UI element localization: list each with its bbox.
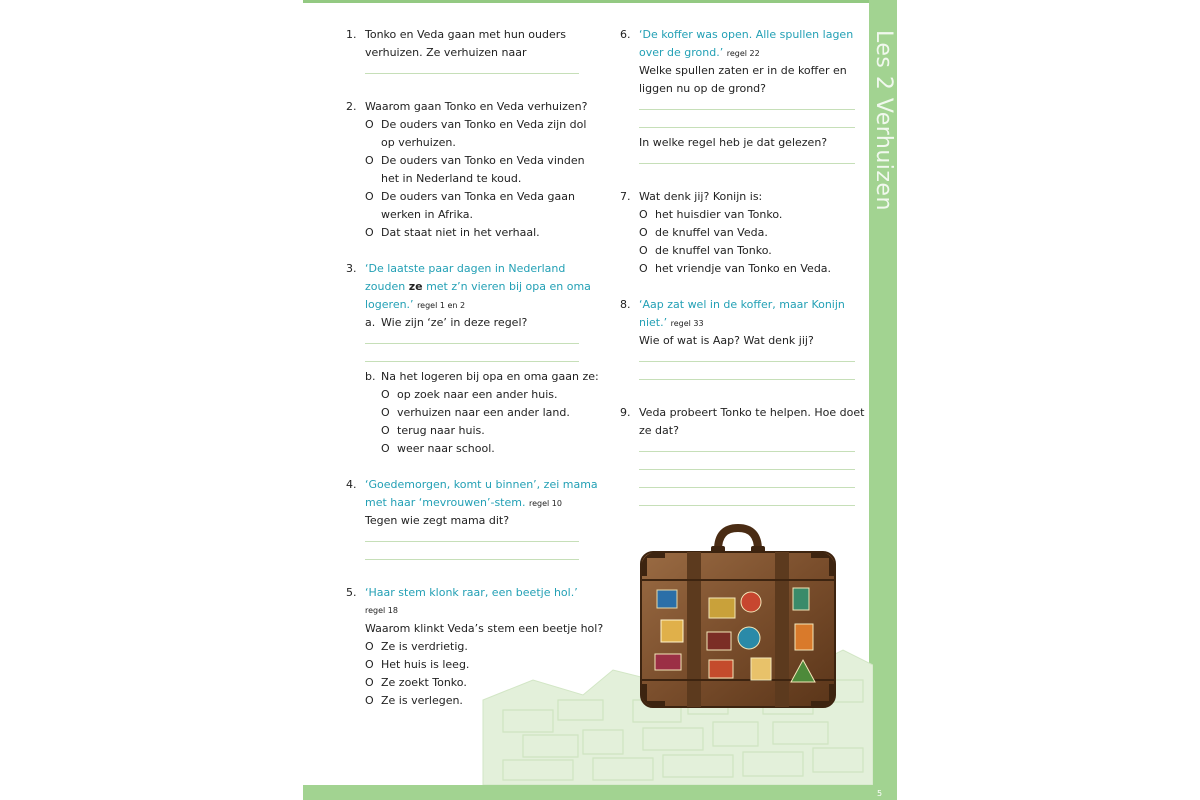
q2-question: Waarom gaan Tonko en Veda verhuizen? — [365, 100, 588, 113]
q6-line-ref: regel 22 — [726, 49, 760, 58]
q5-quote: ‘Haar stem klonk raar, een beetje hol.’ — [365, 586, 578, 599]
q8-quote-line2: niet.’ regel 33 — [639, 316, 704, 329]
worksheet-page — [303, 0, 897, 800]
q8-number: 8. — [620, 298, 631, 311]
option-circle-icon[interactable]: O — [639, 262, 648, 275]
q4-quote-line1: ‘Goedemorgen, komt u binnen’, zei mama — [365, 478, 598, 491]
option-circle-icon[interactable]: O — [365, 640, 374, 653]
option-circle-icon[interactable]: O — [365, 694, 374, 707]
q5-question: Waarom klinkt Veda’s stem een beetje hol? — [365, 622, 604, 635]
q8-question: Wie of wat is Aap? Wat denk jij? — [639, 334, 814, 347]
q6-question2: In welke regel heb je dat gelezen? — [639, 136, 828, 149]
q4-number: 4. — [346, 478, 357, 491]
q7-option-1[interactable]: O het huisdier van Tonko. — [639, 206, 782, 224]
option-circle-icon[interactable]: O — [365, 118, 374, 131]
q5-option-3[interactable]: O Ze zoekt Tonko. — [365, 674, 467, 692]
q5-option-4[interactable]: O Ze is verlegen. — [365, 692, 463, 710]
q5-option-2[interactable]: O Het huis is leeg. — [365, 656, 469, 674]
q7-option-3[interactable]: O de knuffel van Tonko. — [639, 242, 772, 260]
q1-number: 1. — [346, 28, 357, 41]
q3-quote-line3: logeren.’ regel 1 en 2 — [365, 298, 466, 311]
q3-line-ref: regel 1 en 2 — [417, 301, 466, 310]
q7-option-2[interactable]: O de knuffel van Veda. — [639, 224, 768, 242]
bottom-border — [303, 785, 897, 800]
q3a-answer-line-2[interactable] — [365, 361, 579, 362]
q6-answer-line-1[interactable] — [639, 109, 855, 110]
q4-answer-line-1[interactable] — [365, 541, 579, 542]
option-circle-icon[interactable]: O — [381, 388, 390, 401]
q2-number: 2. — [346, 100, 357, 113]
q3-number: 3. — [346, 262, 357, 275]
q4-quote-line2: met haar ‘mevrouwen’-stem. regel 10 — [365, 496, 562, 509]
q4-line-ref: regel 10 — [528, 499, 562, 508]
q6-quote-line2: over de grond.’ regel 22 — [639, 46, 760, 59]
q2-option-3-cont: werken in Afrika. — [381, 208, 474, 221]
option-circle-icon[interactable]: O — [381, 442, 390, 455]
q5-option-1[interactable]: O Ze is verdrietig. — [365, 638, 468, 656]
q5-number: 5. — [346, 586, 357, 599]
q3b-question: Na het logeren bij opa en oma gaan ze: — [381, 370, 599, 383]
q5-line-ref: regel 18 — [365, 606, 398, 615]
option-circle-icon[interactable]: O — [381, 406, 390, 419]
q6-answer-line-2[interactable] — [639, 127, 855, 128]
q2-option-4[interactable]: O Dat staat niet in het verhaal. — [365, 224, 540, 242]
q7-question: Wat denk jij? Konijn is: — [639, 190, 763, 203]
q6-quote-line1: ‘De koffer was open. Alle spullen lagen — [639, 28, 854, 41]
q3-quote-line2: zouden ze met z’n vieren bij opa en oma — [365, 280, 591, 293]
q1-text-line2: verhuizen. Ze verhuizen naar — [365, 46, 527, 59]
q7-number: 7. — [620, 190, 631, 203]
q6-answer-line-3[interactable] — [639, 163, 855, 164]
q3a-answer-line-1[interactable] — [365, 343, 579, 344]
q8-answer-line-2[interactable] — [639, 379, 855, 380]
q1-text-line1: Tonko en Veda gaan met hun ouders — [365, 28, 566, 41]
option-circle-icon[interactable]: O — [365, 226, 374, 239]
option-circle-icon[interactable]: O — [639, 208, 648, 221]
option-circle-icon[interactable]: O — [381, 424, 390, 437]
option-circle-icon[interactable]: O — [639, 244, 648, 257]
q6-number: 6. — [620, 28, 631, 41]
q2-option-2-cont: het in Nederland te koud. — [381, 172, 522, 185]
top-border — [303, 0, 869, 3]
q3-quote-line1: ‘De laatste paar dagen in Nederland — [365, 262, 566, 275]
q9-text-line2: ze dat? — [639, 424, 679, 437]
q9-answer-line-3[interactable] — [639, 487, 855, 488]
q6-question-line2: liggen nu op de grond? — [639, 82, 766, 95]
q3a-question: Wie zijn ‘ze’ in deze regel? — [381, 316, 528, 329]
q3b-option-4[interactable]: O weer naar school. — [381, 440, 495, 458]
q3b-option-1[interactable]: O op zoek naar een ander huis. — [381, 386, 558, 404]
q8-line-ref: regel 33 — [670, 319, 704, 328]
option-circle-icon[interactable]: O — [365, 154, 374, 167]
page-number: 5 — [877, 789, 883, 798]
q6-question-line1: Welke spullen zaten er in de koffer en — [639, 64, 847, 77]
option-circle-icon[interactable]: O — [639, 226, 648, 239]
option-circle-icon[interactable]: O — [365, 658, 374, 671]
suitcase-illustration — [633, 520, 843, 715]
q2-option-2[interactable]: O De ouders van Tonko en Veda vinden — [365, 152, 585, 170]
q2-option-3[interactable]: O De ouders van Tonka en Veda gaan — [365, 188, 575, 206]
lesson-title: Les 2 Verhuizen — [871, 30, 896, 211]
q3b-option-2[interactable]: O verhuizen naar een ander land. — [381, 404, 570, 422]
q9-number: 9. — [620, 406, 631, 419]
q2-option-1-cont: op verhuizen. — [381, 136, 456, 149]
q9-text-line1: Veda probeert Tonko te helpen. Hoe doet — [639, 406, 865, 419]
q4-question: Tegen wie zegt mama dit? — [365, 514, 510, 527]
option-circle-icon[interactable]: O — [365, 676, 374, 689]
option-circle-icon[interactable]: O — [365, 190, 374, 203]
q9-answer-line-2[interactable] — [639, 469, 855, 470]
q9-answer-line-1[interactable] — [639, 451, 855, 452]
q2-option-1[interactable]: O De ouders van Tonko en Veda zijn dol — [365, 116, 586, 134]
q9-answer-line-4[interactable] — [639, 505, 855, 506]
q3a-label: a. — [365, 316, 376, 329]
q1-answer-line[interactable] — [365, 73, 579, 74]
q3b-label: b. — [365, 370, 376, 383]
q7-option-4[interactable]: O het vriendje van Tonko en Veda. — [639, 260, 831, 278]
q4-answer-line-2[interactable] — [365, 559, 579, 560]
q3b-option-3[interactable]: O terug naar huis. — [381, 422, 485, 440]
q8-answer-line-1[interactable] — [639, 361, 855, 362]
q8-quote-line1: ‘Aap zat wel in de koffer, maar Konijn — [639, 298, 845, 311]
